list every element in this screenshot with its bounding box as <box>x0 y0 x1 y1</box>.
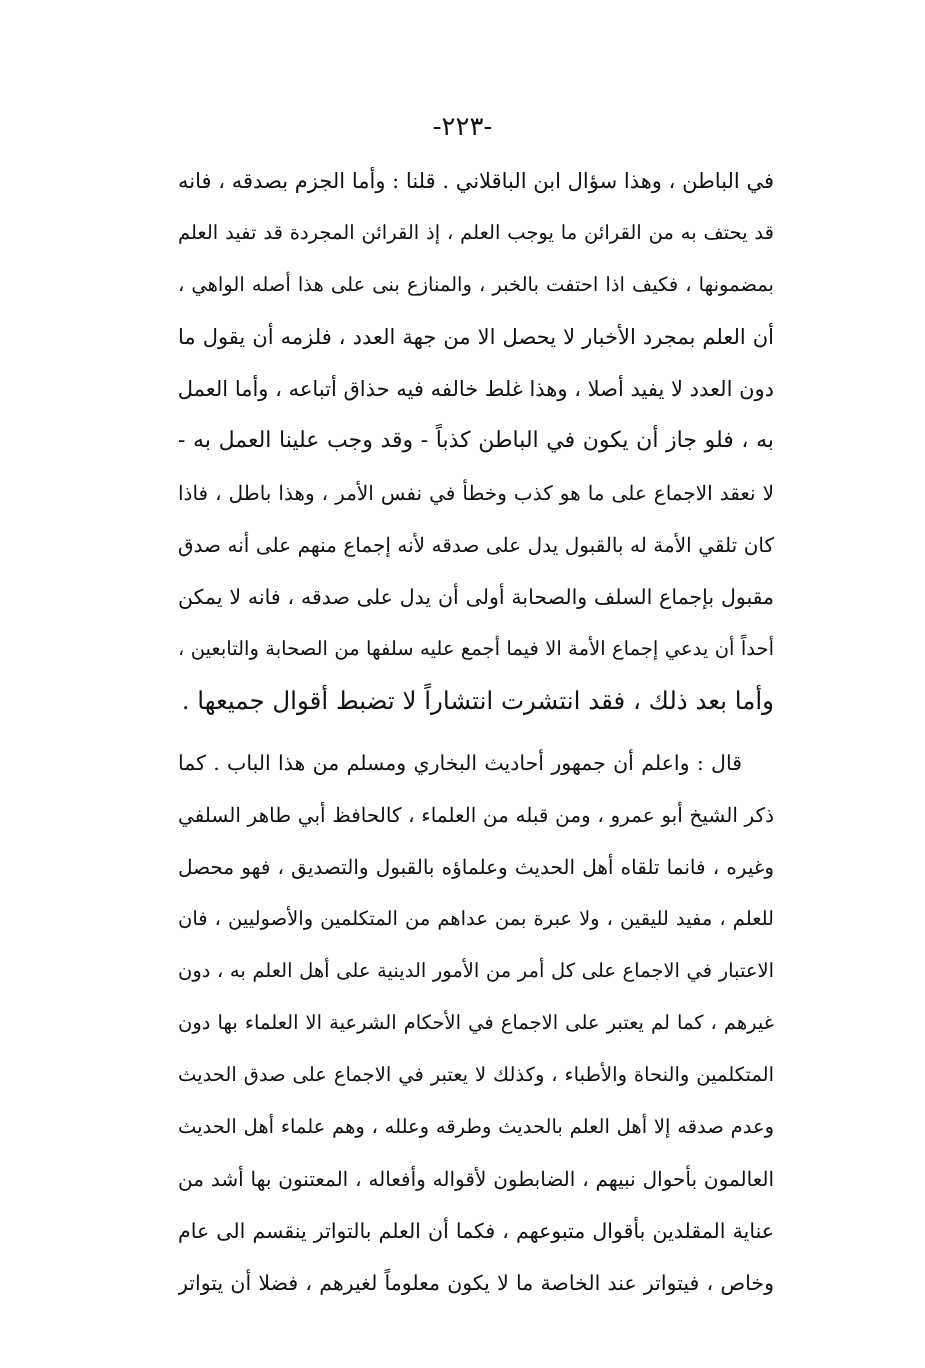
text-line: دون العدد لا يفيد أصلا ، وهذا غلط خالفه فيه حذاق أتباعه ، وأما العمل <box>178 377 774 401</box>
text-line: قال : واعلم أن جمهور أحاديث البخاري ومسلم من هذا الباب . كما <box>178 751 742 775</box>
text-line: أحداً أن يدعي إجماع الأمة الا فيما أجمع عليه سلفها من الصحابة والتابعين ، <box>178 637 774 660</box>
text-line: كان تلقي الأمة له بالقبول يدل على صدقه لأنه إجماع منهم على أنه صدق <box>178 533 774 557</box>
text-line: العالمون بأحوال نبيهم ، الضابطون لأقواله وأفعاله ، المعتنون بها أشد من <box>178 1167 774 1191</box>
text-line: أن العلم بمجرد الأخبار لا يحصل الا من جهة العدد ، فلزمه أن يقول ما <box>178 325 774 349</box>
text-line: للعلم ، مفيد لليقين ، ولا عبرة بمن عداهم من المتكلمين والأصوليين ، فان <box>178 907 774 930</box>
text-line: وخاص ، فيتواتر عند الخاصة ما لا يكون معلوماً لغيرهم ، فضلا أن يتواتر <box>178 1271 774 1295</box>
text-line: الاعتبار في الاجماع على كل أمر من الأمور الدينية على أهل العلم به ، دون <box>178 959 774 982</box>
text-line: غيرهم ، كما لم يعتبر على الاجماع في الأحكام الشرعية الا العلماء بها دون <box>178 1011 774 1034</box>
page-number: -٢٢٣- <box>432 112 493 142</box>
text-line: في الباطن ، وهذا سؤال ابن الباقلاني . قلنا : وأما الجزم بصدقه ، فانه <box>178 169 774 193</box>
text-line: المتكلمين والنحاة والأطباء ، وكذلك لا يعتبر في الاجماع على صدق الحديث <box>178 1063 774 1086</box>
body-text <box>178 155 774 1309</box>
text-line: وعدم صدقه إلا أهل العلم بالحديث وطرقه وعلله ، وهم علماء أهل الحديث <box>178 1115 774 1138</box>
text-line: قد يحتف به من القرائن ما يوجب العلم ، إذ القرائن المجردة قد تفيد العلم <box>178 221 774 244</box>
text-line: مقبول بإجماع السلف والصحابة أولى أن يدل على صدقه ، فانه لا يمكن <box>178 585 774 609</box>
paragraph-1 <box>178 155 774 727</box>
paragraph-2 <box>178 737 774 1309</box>
text-line: عناية المقلدين بأقوال متبوعهم ، فكما أن العلم بالتواتر ينقسم الى عام <box>178 1219 774 1243</box>
text-line: وغيره ، فانما تلقاه أهل الحديث وعلماؤه بالقبول والتصديق ، فهو محصل <box>178 855 774 879</box>
text-line: به ، فلو جاز أن يكون في الباطن كذباً - وقد وجب علينا العمل به - <box>178 428 774 453</box>
text-line: لا نعقد الاجماع على ما هو كذب وخطأ في نفس الأمر ، وهذا باطل ، فاذا <box>178 481 774 505</box>
text-line: وأما بعد ذلك ، فقد انتشرت انتشاراً لا تضبط أقوال جميعها . <box>181 686 774 715</box>
text-line: ذكر الشيخ أبو عمرو ، ومن قبله من العلماء ، كالحافظ أبي طاهر السلفي <box>178 803 774 827</box>
text-line: بمضمونها ، فكيف اذا احتفت بالخبر ، والمنازع بنى على هذا أصله الواهي ، <box>178 273 774 296</box>
